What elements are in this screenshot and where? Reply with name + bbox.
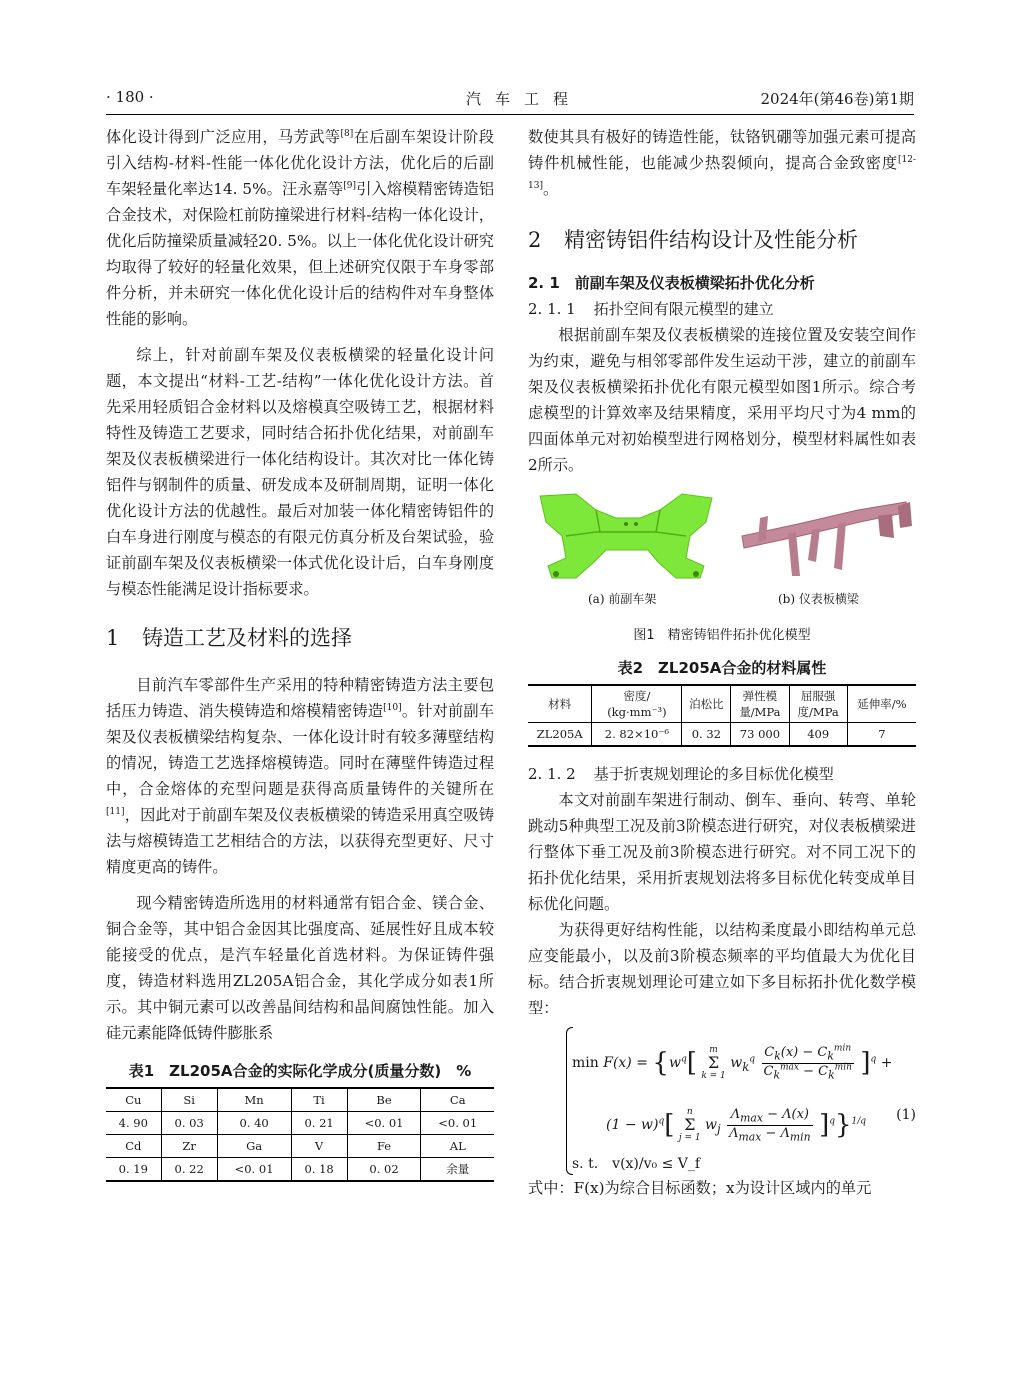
material-properties-table: 材料 密度/ (kg·mm⁻³) 泊松比 弹性模 量/MPa 屈服强 度/MPa 延伸率/% ZL205A 2. 82×10⁻⁶ 0. 32 73 000 409 7 (528, 684, 916, 747)
equation-line-2: $(1 - w)^q$[ n Σ j = 1 $w_j$ $\frac{\Lambda_{max} - \Lambda(x)}{\Lambda_{max} - \Lambda_{min}}$ ]$^q$}$^{1/q}$ (606, 1107, 867, 1144)
equation-constraint: s. t. v(x)/v₀ ≤ V_f (572, 1156, 701, 1172)
front-subframe-image (536, 492, 716, 584)
section-heading: 2 精密铸铝件结构设计及性能分析 (528, 228, 858, 252)
section-heading: 1 铸造工艺及材料的选择 (106, 626, 352, 650)
paragraph: 根据前副车架及仪表板横梁的连接位置及安装空间作为约束，避免与相邻零部件发生运动干涉，建立的前副车架及仪表板横梁拓扑优化有限元模型如图1所示。综合考虑模型的计算效率及结果精度，采用平均尺寸为4 mm的四面体单元对初始模型进行网格划分，模型材料属性如表2所示。 (528, 326, 916, 474)
paragraph: 式中：F(x)为综合目标函数；x为设计区域内的单元 (528, 1179, 872, 1197)
subsection-heading: 2. 1 前副车架及仪表板横梁拓扑优化分析 (528, 274, 815, 292)
issue-info: 2024年(第46卷)第1期 (760, 90, 914, 108)
paragraph: 现今精密铸造所选用的材料通常有铝合金、镁合金、铜合金等，其中铝合金因其比强度高、延展性好且成本较能接受的优点，是汽车轻量化首选材料。为保证铸件强度，铸造材料选用ZL205A铝合金，其化学成分如表1所示。其中铜元素可以改善晶间结构和晶间腐蚀性能。加入硅元素能降低铸件膨胀系 (106, 894, 494, 1042)
paragraph: 目前汽车零部件生产采用的特种精密铸造方法主要包括压力铸造、消失模铸造和熔模精密铸造[10]。针对前副车架及仪表板横梁结构复杂、一体化设计时有较多薄壁结构的情况，铸造工艺选择熔模铸造。同时在薄壁件铸造过程中，合金熔体的充型问题是获得高质量铸件的关键所在[11]，因此对于前副车架及仪表板横梁的铸造采用真空吸铸法与熔模铸造工艺相结合的方法，以获得充型更好、尺寸精度更高的铸件。 (106, 676, 495, 876)
page-number: · 180 · (106, 88, 154, 106)
paragraph: 体化设计得到广泛应用，马芳武等[8]在后副车架设计阶段引入结构-材料-性能一体化优化设计方法，优化后的后副车架轻量化率达14. 5%。汪永嘉等[9]引入熔模精密铸造铝合金技术，对保险杠前防撞梁进行材料-结构一体化设计，优化后防撞梁质量减轻20. 5%。以上一体化优化设计研究均取得了较好的轻量化效果，但上述研究仅限于车身零部件分析，并未研究一体化优化设计后的结构件对车身整体性能的影响。 (106, 128, 495, 328)
figure-label-b: (b) 仪表板横梁 (778, 592, 859, 606)
table-caption: 表1 ZL205A合金的实际化学成分(质量分数) % (128, 1062, 472, 1080)
header-rule (106, 114, 914, 115)
paragraph: 为获得更好结构性能，以结构柔度最小即结构单元总应变能最小，以及前3阶模态频率的平均值最大为优化目标。结合折衷规划理论可建立如下多目标拓扑优化数学模型： (528, 921, 916, 1017)
paragraph: 数使其具有极好的铸造性能，钛铬钒硼等加强元素可提高铸件机械性能，也能减少热裂倾向，提高合金致密度[12-13]。 (528, 128, 916, 198)
figure-1 (528, 492, 916, 608)
equation-number: (1) (896, 1107, 916, 1123)
table-caption: 表2 ZL205A合金的材料属性 (617, 659, 827, 677)
instrument-panel-beam-image (738, 496, 914, 582)
running-header (106, 88, 914, 114)
equation-line-1: $\min F(x) = \{w^q$[ m Σ k = 1 $w_k^q$ $\frac{C_k(x) - C_k^{min}}{C_k^{max} - C_k^{min}}$ ]$^q$ + (572, 1043, 893, 1082)
equation-1 (528, 1027, 916, 1175)
figure-label-a: (a) 前副车架 (588, 592, 657, 606)
right-column (528, 124, 916, 1201)
paragraph: 本文对前副车架进行制动、倒车、垂向、转弯、单轮跳动5种典型工况及前3阶模态进行研究，对仪表板横梁进行整体下垂工况及前3阶模态进行研究。对不同工况下的拓扑优化结果，采用折衷规划法将多目标优化转变成单目标优化问题。 (528, 791, 916, 913)
left-column (106, 124, 494, 1182)
subsubsection-heading: 2. 1. 2 基于折衷规划理论的多目标优化模型 (528, 765, 834, 783)
subsubsection-heading: 2. 1. 1 拓扑空间有限元模型的建立 (528, 300, 774, 318)
composition-table: Cu Si Mn Ti Be Ca 4. 90 0. 03 0. 40 0. 21 <0. 01 <0. 01 Cd Zr Ga V Fe AL 0. 19 0. 22 <0. 01 0. 18 0. 02 余量 (106, 1087, 494, 1182)
figure-caption: 图1 精密铸铝件拓扑优化模型 (633, 628, 811, 643)
paragraph: 综上，针对前副车架及仪表板横梁的轻量化设计问题，本文提出“材料-工艺-结构”一体化优化设计方法。首先采用轻质铝合金材料以及熔模真空吸铸工艺，根据材料特性及铸造工艺要求，同时结合拓扑优化结果，对前副车架及仪表板横梁进行一体化结构设计。其次对比一体化铸铝件与钢制件的质量、研发成本及研制周期，证明一体化优化设计方法的优越性。最后对加装一体化精密铸铝件的白车身进行刚度与模态的有限元仿真分析及台架试验，验证前副车架及仪表板横梁一体式优化设计后，白车身刚度与模态性能满足设计指标要求。 (106, 346, 494, 598)
journal-name: 汽车工程 (466, 90, 583, 108)
